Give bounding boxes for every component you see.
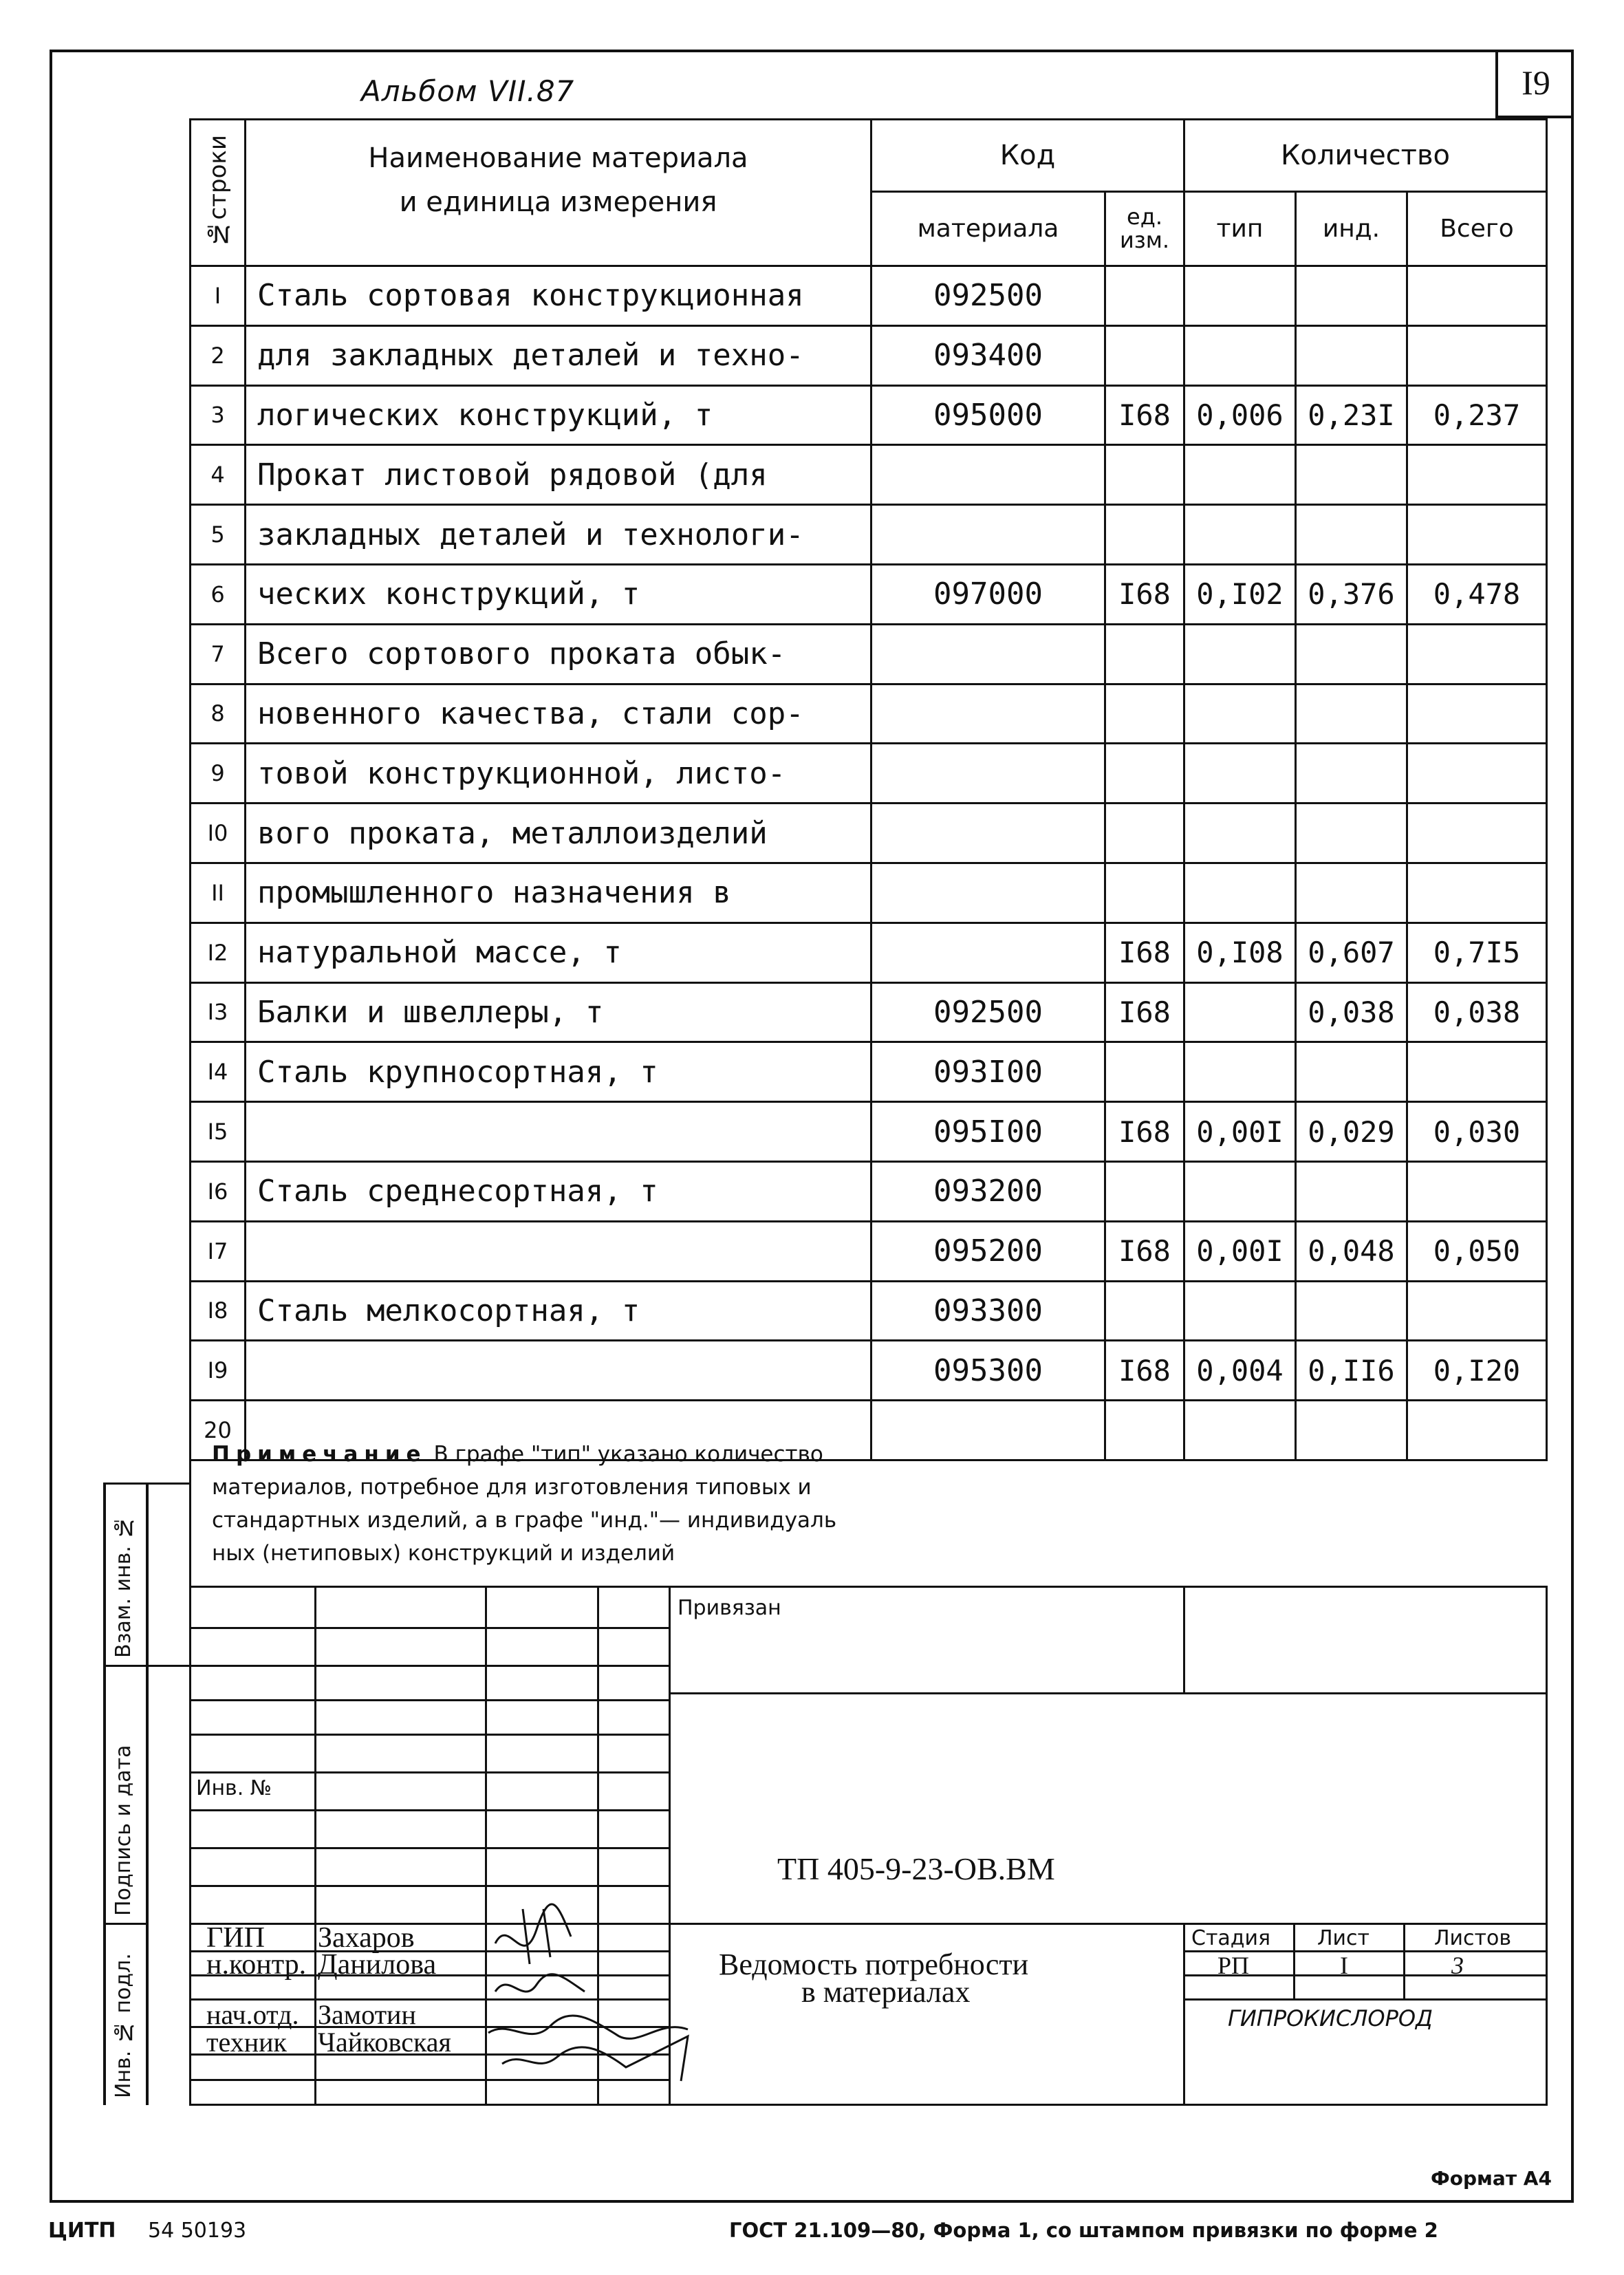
row-number: 8 xyxy=(191,684,246,744)
material-code xyxy=(871,863,1105,923)
header-row-no: №строки xyxy=(191,120,246,266)
qty-type xyxy=(1184,266,1296,326)
material-name: Сталь крупносортная, т xyxy=(246,1042,871,1102)
material-name: товой конструкционной, листо- xyxy=(246,744,871,804)
table-row xyxy=(191,982,1547,1042)
qty-total xyxy=(1407,624,1547,684)
table-row xyxy=(191,564,1547,624)
material-code: 095000 xyxy=(871,385,1105,445)
qty-total: 0,237 xyxy=(1407,385,1547,445)
header-code-unit-line1: ед. xyxy=(1127,204,1162,230)
qty-type xyxy=(1184,684,1296,744)
note-line2: материалов, потребное для изготовления типовых и xyxy=(212,1475,812,1500)
table-row xyxy=(191,505,1547,565)
side-label-podpis: Подпись и дата xyxy=(111,1745,136,1916)
material-name xyxy=(246,1341,871,1401)
row-number: I4 xyxy=(191,1042,246,1102)
note-title: Примечание xyxy=(212,1442,427,1467)
qty-ind xyxy=(1296,1281,1407,1341)
unit-code xyxy=(1105,863,1184,923)
qty-ind xyxy=(1296,505,1407,565)
qty-total: 0,I20 xyxy=(1407,1341,1547,1401)
row-number: I8 xyxy=(191,1281,246,1341)
qty-ind xyxy=(1296,1042,1407,1102)
qty-type xyxy=(1184,863,1296,923)
qty-total xyxy=(1407,445,1547,505)
material-code: 093400 xyxy=(871,325,1105,385)
material-name: Сталь среднесортная, т xyxy=(246,1161,871,1221)
note-line1: В графе "тип" указано количество xyxy=(433,1442,823,1467)
qty-total xyxy=(1407,863,1547,923)
table-row xyxy=(191,863,1547,923)
signer-role-2: н.контр. xyxy=(206,1949,307,1981)
qty-type xyxy=(1184,744,1296,804)
sheets-label: Листов xyxy=(1434,1926,1512,1950)
qty-type xyxy=(1184,445,1296,505)
row-number: I0 xyxy=(191,804,246,863)
unit-code xyxy=(1105,505,1184,565)
signer-name-3: Замотин xyxy=(318,1999,416,2030)
material-code: 095200 xyxy=(871,1221,1105,1281)
row-number: 9 xyxy=(191,744,246,804)
qty-total xyxy=(1407,266,1547,326)
unit-code xyxy=(1105,1042,1184,1102)
unit-code: I68 xyxy=(1105,1341,1184,1401)
qty-ind: 0,038 xyxy=(1296,982,1407,1042)
qty-total: 0,030 xyxy=(1407,1102,1547,1162)
material-name: для закладных деталей и техно- xyxy=(246,325,871,385)
table-row xyxy=(191,1042,1547,1102)
material-name: Всего сортового проката обык- xyxy=(246,624,871,684)
qty-ind: 0,048 xyxy=(1296,1221,1407,1281)
material-name: вого проката, металлоизделий xyxy=(246,804,871,863)
row-number: II xyxy=(191,863,246,923)
footer-gost: ГОСТ 21.109—80, Форма 1, со штампом привязки по форме 2 xyxy=(729,2219,1438,2242)
qty-total: 0,478 xyxy=(1407,564,1547,624)
row-number: 7 xyxy=(191,624,246,684)
table-row xyxy=(191,1221,1547,1281)
qty-ind xyxy=(1296,266,1407,326)
signer-role-1: ГИП xyxy=(206,1922,265,1954)
material-code xyxy=(871,744,1105,804)
qty-total xyxy=(1407,744,1547,804)
footer-left-number: 54 50193 xyxy=(148,2219,247,2243)
qty-ind: 0,376 xyxy=(1296,564,1407,624)
qty-ind: 0,II6 xyxy=(1296,1341,1407,1401)
unit-code: I68 xyxy=(1105,923,1184,982)
row-number: 4 xyxy=(191,445,246,505)
qty-type xyxy=(1184,325,1296,385)
qty-ind xyxy=(1296,1161,1407,1221)
table-row xyxy=(191,1161,1547,1221)
qty-ind xyxy=(1296,624,1407,684)
table-row xyxy=(191,266,1547,326)
stage-value: РП xyxy=(1217,1952,1250,1979)
material-code: 093300 xyxy=(871,1281,1105,1341)
unit-code xyxy=(1105,1401,1184,1460)
side-label-zam: Взам. инв. № xyxy=(111,1515,136,1658)
sheets-value: 3 xyxy=(1451,1952,1464,1979)
material-name: ческих конструкций, т xyxy=(246,564,871,624)
materials-table-body xyxy=(191,266,1547,1460)
document-code: ТП 405-9-23-ОВ.ВМ xyxy=(777,1851,1055,1886)
qty-ind xyxy=(1296,1401,1407,1460)
header-code: Код xyxy=(871,120,1184,192)
qty-ind: 0,23I xyxy=(1296,385,1407,445)
privyazan-label: Привязан xyxy=(678,1596,781,1620)
material-code: 092500 xyxy=(871,982,1105,1042)
inv-no-label: Инв. № xyxy=(196,1776,272,1800)
material-code: 097000 xyxy=(871,564,1105,624)
header-code-material: материала xyxy=(871,191,1105,266)
qty-type: 0,00I xyxy=(1184,1102,1296,1162)
material-name: Прокат листовой рядовой (для xyxy=(246,445,871,505)
header-qty-total: Всего xyxy=(1407,191,1547,266)
note-line3: стандартных изделий, а в графе "инд."— индивидуаль xyxy=(212,1508,837,1533)
qty-total xyxy=(1407,1161,1547,1221)
table-row xyxy=(191,684,1547,744)
row-number: 20 xyxy=(191,1401,246,1460)
table-row xyxy=(191,804,1547,863)
material-code: 092500 xyxy=(871,266,1105,326)
note-line4: ных (нетиповых) конструкций и изделий xyxy=(212,1541,675,1566)
qty-type xyxy=(1184,804,1296,863)
unit-code xyxy=(1105,445,1184,505)
table-row xyxy=(191,1341,1547,1401)
signer-name-2: Данилова xyxy=(318,1949,437,1981)
qty-type xyxy=(1184,1401,1296,1460)
qty-ind xyxy=(1296,445,1407,505)
qty-ind: 0,607 xyxy=(1296,923,1407,982)
table-row xyxy=(191,624,1547,684)
qty-total: 0,050 xyxy=(1407,1221,1547,1281)
unit-code: I68 xyxy=(1105,385,1184,445)
qty-type: 0,I02 xyxy=(1184,564,1296,624)
material-name: новенного качества, стали сор- xyxy=(246,684,871,744)
qty-ind xyxy=(1296,684,1407,744)
album-label: Альбом VII.87 xyxy=(361,74,575,108)
qty-ind: 0,029 xyxy=(1296,1102,1407,1162)
organization-name: ГИПРОКИСЛОРОД xyxy=(1228,2005,1433,2031)
material-name xyxy=(246,1102,871,1162)
material-code xyxy=(871,624,1105,684)
row-number: I7 xyxy=(191,1221,246,1281)
unit-code: I68 xyxy=(1105,1221,1184,1281)
table-row xyxy=(191,325,1547,385)
unit-code xyxy=(1105,744,1184,804)
page-number: I9 xyxy=(1495,50,1574,118)
row-number: 3 xyxy=(191,385,246,445)
unit-code xyxy=(1105,684,1184,744)
qty-type xyxy=(1184,1042,1296,1102)
header-name-line2: и единица измерения xyxy=(399,186,717,218)
row-number: I xyxy=(191,266,246,326)
unit-code xyxy=(1105,1161,1184,1221)
qty-total xyxy=(1407,684,1547,744)
header-name xyxy=(246,120,871,266)
qty-total xyxy=(1407,804,1547,863)
table-row xyxy=(191,923,1547,982)
table-row xyxy=(191,1281,1547,1341)
signer-name-1: Захаров xyxy=(318,1922,415,1954)
qty-type: 0,I08 xyxy=(1184,923,1296,982)
row-number: 6 xyxy=(191,564,246,624)
table-row xyxy=(191,385,1547,445)
qty-total xyxy=(1407,325,1547,385)
row-number: I3 xyxy=(191,982,246,1042)
qty-ind xyxy=(1296,325,1407,385)
header-qty-ind: инд. xyxy=(1296,191,1407,266)
table-row xyxy=(191,1102,1547,1162)
material-code xyxy=(871,445,1105,505)
material-name: Сталь мелкосортная, т xyxy=(246,1281,871,1341)
document-title-line2: в материалах xyxy=(801,1975,971,2009)
material-code xyxy=(871,684,1105,744)
material-code: 093200 xyxy=(871,1161,1105,1221)
row-number: I2 xyxy=(191,923,246,982)
qty-type xyxy=(1184,1281,1296,1341)
material-code: 095I00 xyxy=(871,1102,1105,1162)
material-name: промышленного назначения в xyxy=(246,863,871,923)
unit-code: I68 xyxy=(1105,982,1184,1042)
footer-left-code: ЦИТП xyxy=(48,2219,116,2243)
material-name: Сталь сортовая конструкционная xyxy=(246,266,871,326)
unit-code: I68 xyxy=(1105,1102,1184,1162)
qty-total xyxy=(1407,1042,1547,1102)
sheet-value: I xyxy=(1340,1952,1348,1979)
material-code xyxy=(871,923,1105,982)
material-name xyxy=(246,1221,871,1281)
material-code xyxy=(871,505,1105,565)
unit-code xyxy=(1105,804,1184,863)
header-code-unit xyxy=(1105,191,1184,266)
header-qty-type: тип xyxy=(1184,191,1296,266)
qty-ind xyxy=(1296,804,1407,863)
header-code-unit-line2: изм. xyxy=(1119,227,1170,254)
stage-label: Стадия xyxy=(1191,1926,1271,1950)
material-name: логических конструкций, т xyxy=(246,385,871,445)
material-name: закладных деталей и технологи- xyxy=(246,505,871,565)
table-row xyxy=(191,445,1547,505)
row-number: I6 xyxy=(191,1161,246,1221)
qty-type: 0,00I xyxy=(1184,1221,1296,1281)
side-label-inv: Инв. № подл. xyxy=(111,1953,136,2098)
unit-code: I68 xyxy=(1105,564,1184,624)
qty-total xyxy=(1407,505,1547,565)
material-code xyxy=(871,804,1105,863)
qty-type: 0,004 xyxy=(1184,1341,1296,1401)
qty-total xyxy=(1407,1401,1547,1460)
qty-total: 0,038 xyxy=(1407,982,1547,1042)
material-code: 095300 xyxy=(871,1341,1105,1401)
sheet-label: Лист xyxy=(1317,1926,1370,1950)
signer-role-4: техник xyxy=(206,2027,287,2058)
row-number: 5 xyxy=(191,505,246,565)
qty-type xyxy=(1184,982,1296,1042)
qty-type xyxy=(1184,624,1296,684)
format-label: Формат А4 xyxy=(1431,2167,1552,2190)
qty-type: 0,006 xyxy=(1184,385,1296,445)
signer-name-4: Чайковская xyxy=(318,2027,451,2058)
material-code: 093I00 xyxy=(871,1042,1105,1102)
row-number: I9 xyxy=(191,1341,246,1401)
qty-type xyxy=(1184,505,1296,565)
qty-ind xyxy=(1296,863,1407,923)
signer-role-3: нач.отд. xyxy=(206,1999,299,2030)
qty-ind xyxy=(1296,744,1407,804)
materials-table xyxy=(189,118,1548,1461)
unit-code xyxy=(1105,1281,1184,1341)
table-row xyxy=(191,744,1547,804)
material-name: Балки и швеллеры, т xyxy=(246,982,871,1042)
unit-code xyxy=(1105,266,1184,326)
row-number: 2 xyxy=(191,325,246,385)
header-quantity: Количество xyxy=(1184,120,1547,192)
qty-total xyxy=(1407,1281,1547,1341)
note-block xyxy=(212,1438,1010,1570)
unit-code xyxy=(1105,325,1184,385)
header-name-line1: Наименование материала xyxy=(368,142,748,174)
row-number: I5 xyxy=(191,1102,246,1162)
qty-type xyxy=(1184,1161,1296,1221)
material-name: натуральной массе, т xyxy=(246,923,871,982)
signature-scribbles xyxy=(481,1888,729,2095)
document-title-line1: Ведомость потребности xyxy=(719,1948,1029,1981)
unit-code xyxy=(1105,624,1184,684)
qty-total: 0,7I5 xyxy=(1407,923,1547,982)
